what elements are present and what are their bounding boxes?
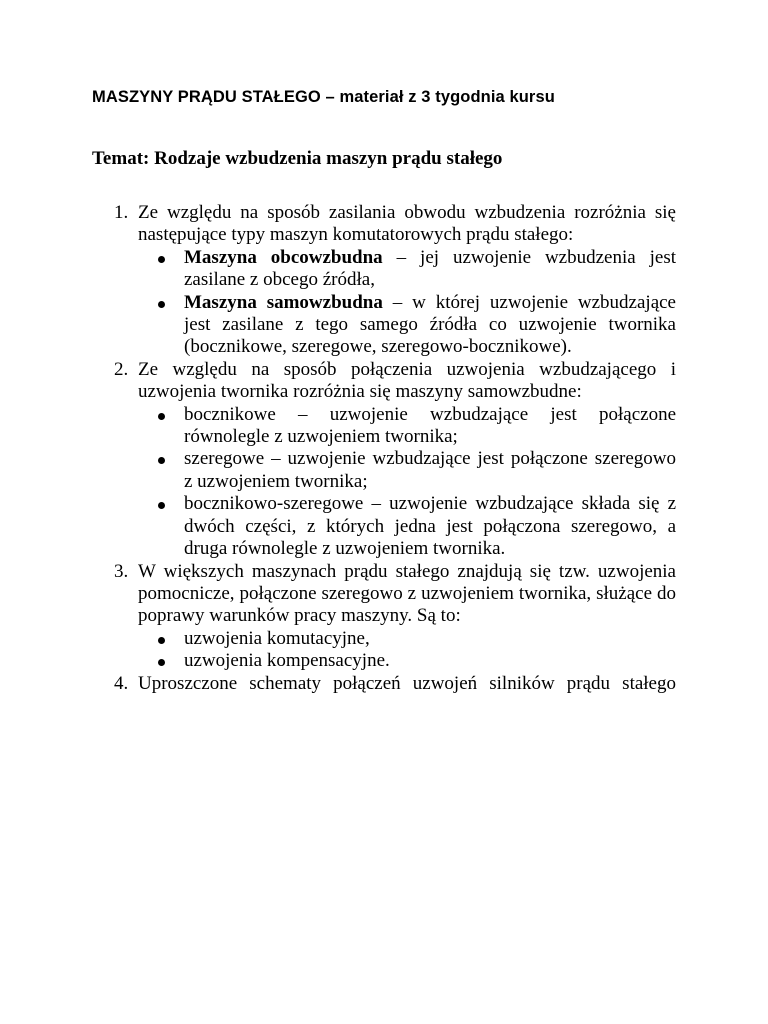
topic-heading: Temat: Rodzaje wzbudzenia maszyn prądu stałego [92,148,503,169]
sub-item [92,650,676,672]
item-text: Ze względu na sposób połączenia uzwojenia wzbudzającego i uzwojenia twornika rozróżnia się maszyny samowzbudne: [138,358,676,403]
sub-item-text: bocznikowe – uzwojenie wzbudzające jest połączone równolegle z uzwojeniem twornika; [184,403,676,448]
document-header: MASZYNY PRĄDU STAŁEGO – materiał z 3 tygodnia kursu [92,88,555,106]
bullet-icon [158,457,165,464]
sub-item-bold: Maszyna obcowzbudna [184,246,383,268]
sub-item [92,404,676,449]
sub-item-text: – w której uzwojenie wzbudzające jest zasilane z tego samego źródła co uzwojenie twornika (bocznikowe, szeregowe, szeregowo-bocznikowe). [184,291,676,358]
sub-item [92,493,676,560]
list-item-2 [92,359,676,404]
sub-item [92,628,676,650]
bullet-icon [158,301,165,308]
item-text: Uproszczone schematy połączeń uzwojeń silników prądu stałego [138,672,676,694]
sub-item-text: uzwojenia kompensacyjne. [184,650,390,672]
item-number: 4. [114,672,129,694]
sub-item-text: – jej uzwojenie wzbudzenia jest zasilane z obcego źródła, [184,246,677,291]
sub-item [92,292,676,359]
bullet-icon [158,659,165,666]
list-item-3 [92,561,676,628]
item-number: 3. [114,560,129,582]
item-text: W większych maszynach prądu stałego znajdują się tzw. uzwojenia pomocnicze, połączone szeregowo z uzwojeniem twornika, służące do poprawy warunków pracy maszyny. Są to: [138,560,676,627]
item-number: 2. [114,358,129,380]
sub-item [92,247,676,292]
sub-item-text: szeregowe – uzwojenie wzbudzające jest połączone szeregowo z uzwojeniem twornika; [184,448,676,492]
list-item-4 [92,673,676,695]
item-number: 1. [114,202,129,223]
sub-item [92,448,676,493]
bullet-icon [158,637,165,644]
list-item-1 [92,202,676,247]
bullet-icon [158,256,165,263]
bullet-icon [158,502,165,509]
sub-item-text: bocznikowo-szeregowe – uzwojenie wzbudzające składa się z dwóch części, z których jedna jest połączona szeregowo, a druga równolegle z uzwojeniem twornika. [184,493,676,560]
bullet-icon [158,413,165,420]
sub-item-text: uzwojenia komutacyjne, [184,627,370,649]
numbered-list [92,202,676,695]
item-text: Ze względu na sposób zasilania obwodu wzbudzenia rozróżnia się następujące typy maszyn komutatorowych prądu stałego: [138,202,676,246]
sub-item-bold: Maszyna samowzbudna [184,291,383,313]
